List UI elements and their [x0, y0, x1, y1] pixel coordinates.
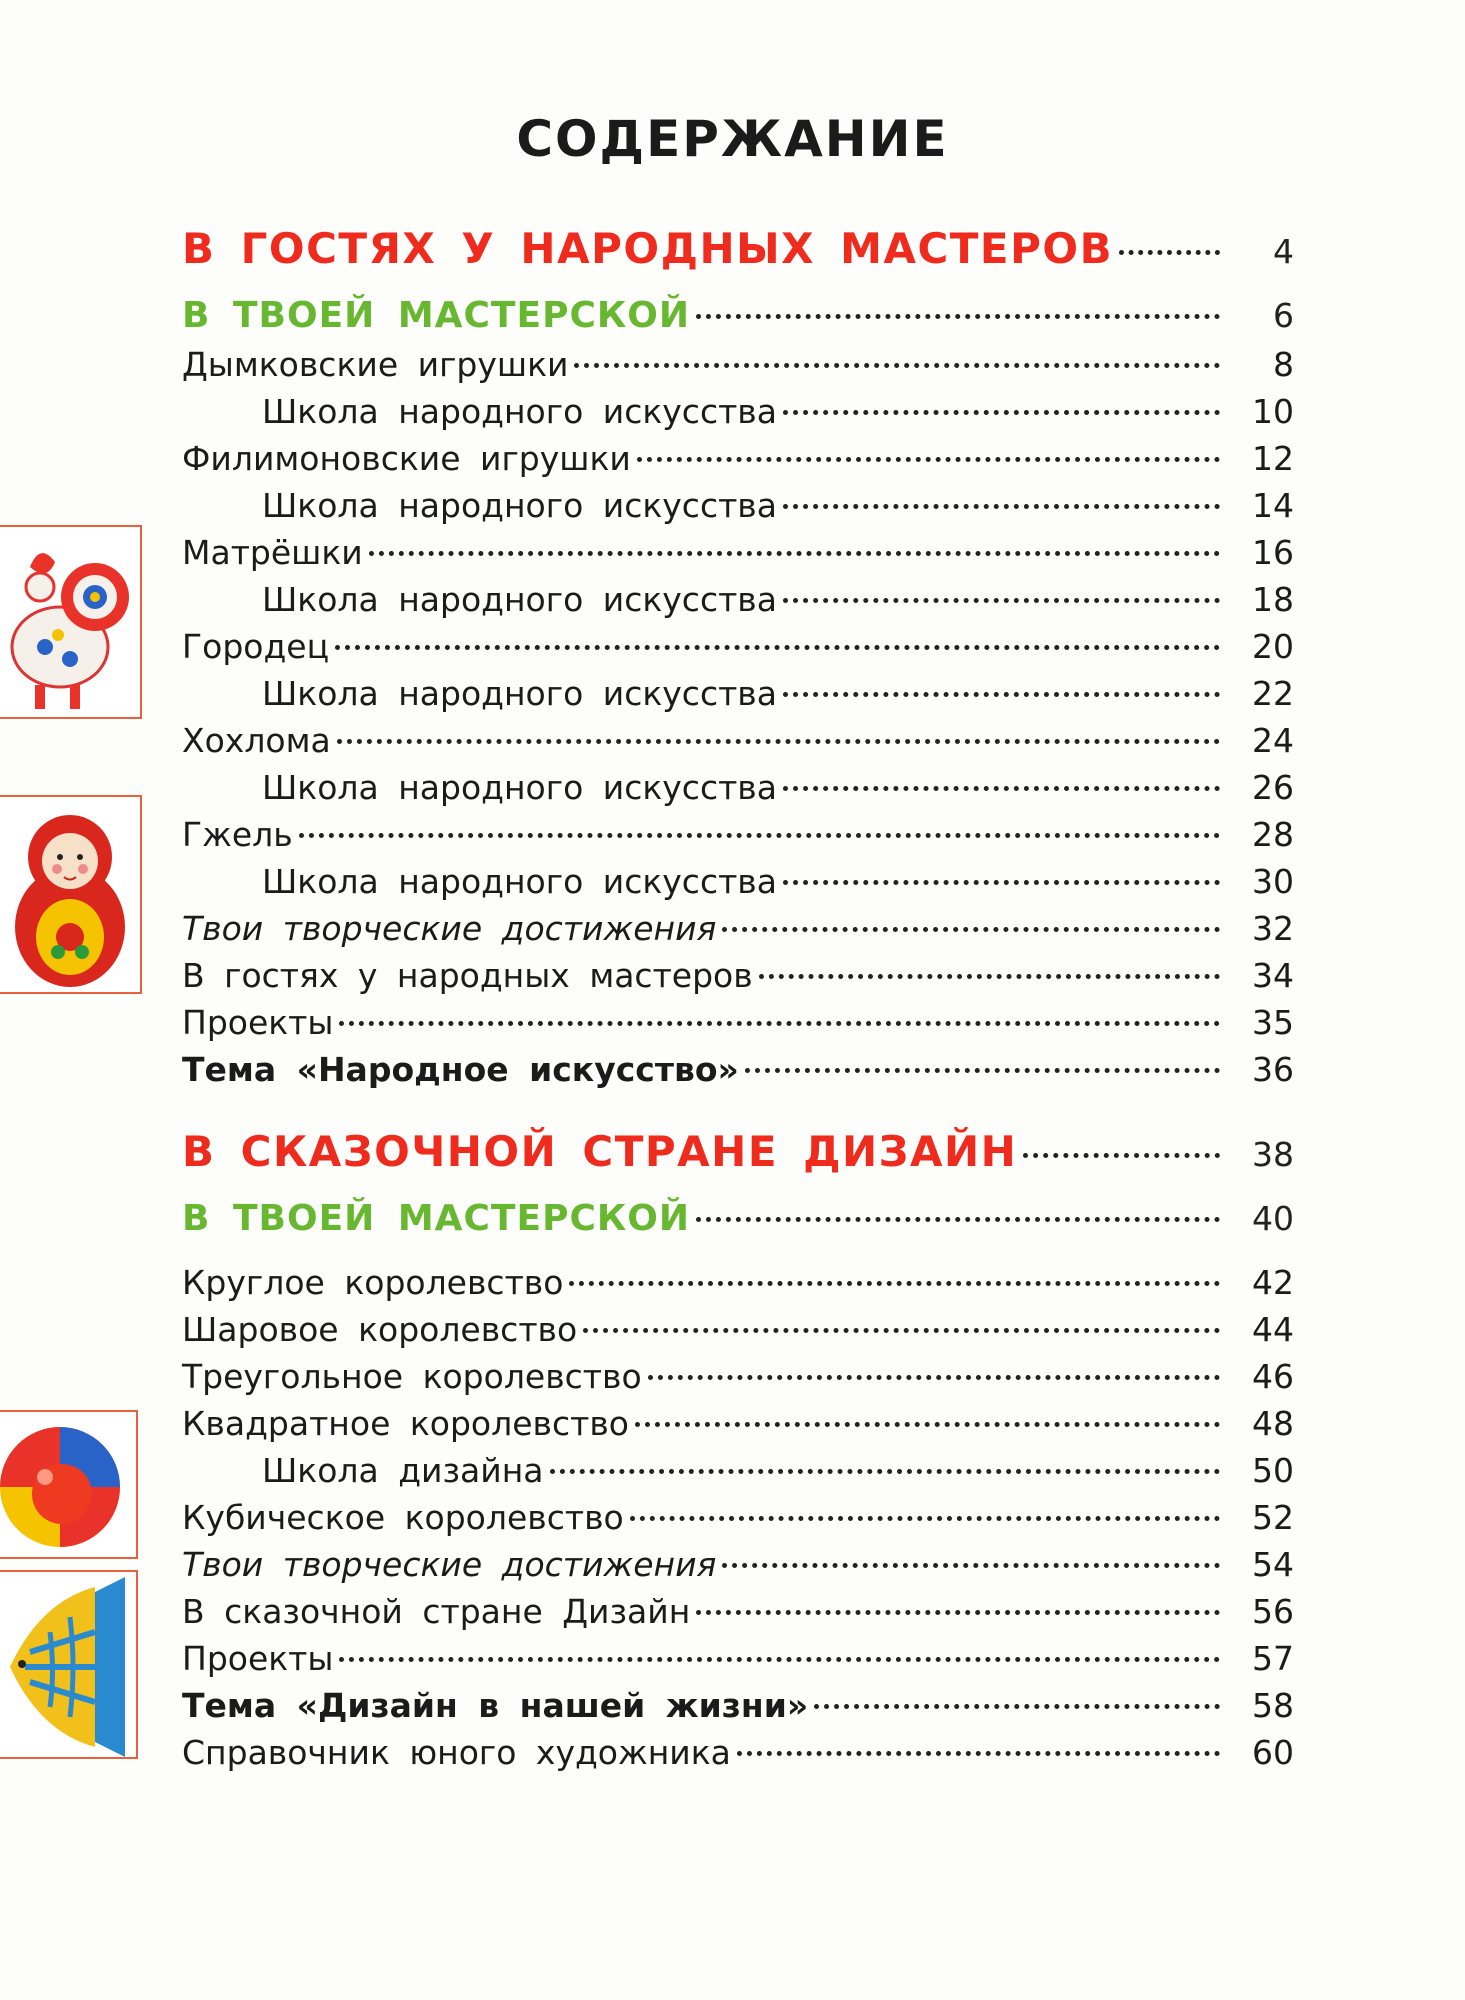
- toc-entry[interactable]: [262, 487, 1294, 525]
- toc-entry[interactable]: [182, 957, 1294, 995]
- toc-entry[interactable]: [182, 1734, 1294, 1772]
- dot-leader: [337, 739, 1220, 744]
- toc-page: 46: [1252, 1357, 1294, 1396]
- toc-page: 16: [1252, 533, 1294, 572]
- toc-page: 52: [1252, 1498, 1294, 1537]
- dot-leader: [783, 410, 1220, 415]
- dot-leader: [339, 1657, 1220, 1662]
- dot-leader: [722, 927, 1220, 932]
- toc-label: В гостях у народных мастеров: [182, 956, 753, 995]
- toc-page: 38: [1252, 1135, 1294, 1174]
- toc-page: 36: [1252, 1050, 1294, 1089]
- toc-page: 14: [1252, 486, 1294, 525]
- toc-entry[interactable]: [182, 816, 1294, 854]
- ball-thumbnail: [0, 1410, 138, 1559]
- dot-leader: [759, 974, 1220, 979]
- toc-label: Дымковские игрушки: [182, 345, 569, 384]
- toc-label: Круглое королевство: [182, 1263, 564, 1302]
- dot-leader: [339, 1021, 1220, 1026]
- toc-label: Филимоновские игрушки: [182, 439, 631, 478]
- toc-label: Хохлома: [182, 721, 331, 760]
- toc-label: В ГОСТЯХ У НАРОДНЫХ МАСТЕРОВ: [182, 224, 1114, 273]
- dot-leader: [783, 692, 1220, 697]
- toc-entry[interactable]: [182, 1051, 1294, 1089]
- dot-leader: [550, 1469, 1221, 1474]
- dot-leader: [637, 457, 1220, 462]
- toc-entry[interactable]: [182, 1311, 1294, 1349]
- toc-subsection-2[interactable]: [182, 1198, 1294, 1239]
- dot-leader: [783, 786, 1220, 791]
- toc-page: 12: [1252, 439, 1294, 478]
- toc-label: Школа народного искусства: [262, 392, 777, 431]
- toc-label: Шаровое королевство: [182, 1310, 578, 1349]
- toc-entry[interactable]: [182, 346, 1294, 384]
- toc-entry[interactable]: [182, 910, 1294, 948]
- toc-label: Школа народного искусства: [262, 580, 777, 619]
- toc-label: В ТВОЕЙ МАСТЕРСКОЙ: [182, 295, 691, 336]
- dot-leader: [696, 314, 1220, 319]
- toc-page: 58: [1252, 1686, 1294, 1725]
- toc-label: В СКАЗОЧНОЙ СТРАНЕ ДИЗАЙН: [182, 1127, 1018, 1176]
- toc-label: Школа народного искусства: [262, 862, 777, 901]
- dot-leader: [814, 1704, 1220, 1709]
- toc-label: Городец: [182, 627, 330, 666]
- toc-page: 6: [1273, 296, 1294, 335]
- dot-leader: [583, 1328, 1220, 1333]
- toc-page: 48: [1252, 1404, 1294, 1443]
- toc-entry[interactable]: [182, 440, 1294, 478]
- dot-leader: [635, 1422, 1220, 1427]
- toc-entry[interactable]: [262, 1452, 1294, 1490]
- toc-entry[interactable]: [182, 1546, 1294, 1584]
- ball-icon: [0, 1412, 136, 1557]
- toc-page: 32: [1252, 909, 1294, 948]
- toc-label: Тема «Народное искусство»: [182, 1050, 739, 1089]
- toc-entry[interactable]: [182, 1405, 1294, 1443]
- dot-leader: [696, 1217, 1220, 1222]
- toc-page: 22: [1252, 674, 1294, 713]
- dot-leader: [630, 1516, 1220, 1521]
- toc-label: Гжель: [182, 815, 293, 854]
- toc-label: В сказочной стране Дизайн: [182, 1592, 691, 1631]
- toc-label: Школа народного искусства: [262, 768, 777, 807]
- dymkovo-toy-thumbnail: [0, 525, 142, 719]
- toc-label: Тема «Дизайн в нашей жизни»: [182, 1686, 809, 1725]
- toc-label: Треугольное королевство: [182, 1357, 642, 1396]
- toc-entry[interactable]: [182, 628, 1294, 666]
- dot-leader: [335, 645, 1220, 650]
- toc-label: Школа дизайна: [262, 1451, 544, 1490]
- toc-section-1[interactable]: [182, 225, 1294, 273]
- toc-page: 57: [1252, 1639, 1294, 1678]
- dot-leader: [1119, 250, 1220, 255]
- toc-page: 26: [1252, 768, 1294, 807]
- toc-page: 50: [1252, 1451, 1294, 1490]
- matryoshka-thumbnail: [0, 795, 142, 994]
- toc-entry[interactable]: [182, 1264, 1294, 1302]
- dot-leader: [299, 833, 1220, 838]
- dot-leader: [737, 1751, 1220, 1756]
- toc-label: Школа народного искусства: [262, 674, 777, 713]
- rooster-toy-icon: [0, 527, 140, 717]
- dot-leader: [574, 363, 1220, 368]
- toc-entry[interactable]: [262, 675, 1294, 713]
- toc-entry[interactable]: [182, 1499, 1294, 1537]
- toc-page: 44: [1252, 1310, 1294, 1349]
- toc-label: Школа народного искусства: [262, 486, 777, 525]
- matryoshka-icon: [0, 797, 140, 992]
- dot-leader: [1023, 1153, 1220, 1158]
- fish-icon: [0, 1572, 136, 1757]
- toc-entry[interactable]: [262, 863, 1294, 901]
- toc-entry[interactable]: [262, 769, 1294, 807]
- dot-leader: [783, 504, 1220, 509]
- toc-page: 56: [1252, 1592, 1294, 1631]
- toc-entry[interactable]: [182, 534, 1294, 572]
- toc-page: 60: [1252, 1733, 1294, 1772]
- toc-label: Матрёшки: [182, 533, 363, 572]
- fish-thumbnail: [0, 1570, 138, 1759]
- toc-entry[interactable]: [182, 1640, 1294, 1678]
- dot-leader: [745, 1068, 1220, 1073]
- toc-page: 40: [1252, 1199, 1294, 1238]
- toc-page: 20: [1252, 627, 1294, 666]
- toc-page: 18: [1252, 580, 1294, 619]
- dot-leader: [648, 1375, 1220, 1380]
- toc-page: 4: [1273, 232, 1294, 271]
- toc-label: Проекты: [182, 1639, 334, 1678]
- dot-leader: [696, 1610, 1220, 1615]
- toc-label: Твои творческие достижения: [182, 909, 717, 948]
- dot-leader: [783, 598, 1220, 603]
- toc-page: 10: [1252, 392, 1294, 431]
- toc-entry[interactable]: [182, 1358, 1294, 1396]
- toc-entry[interactable]: [182, 722, 1294, 760]
- toc-page: 35: [1252, 1003, 1294, 1042]
- toc-entry[interactable]: [262, 393, 1294, 431]
- toc-entry[interactable]: [182, 1004, 1294, 1042]
- toc-subsection-1[interactable]: [182, 295, 1294, 336]
- toc-label: Справочник юного художника: [182, 1733, 731, 1772]
- toc-label: Квадратное королевство: [182, 1404, 629, 1443]
- toc-entry[interactable]: [182, 1687, 1294, 1725]
- toc-entry[interactable]: [262, 581, 1294, 619]
- toc-page: 30: [1252, 862, 1294, 901]
- toc-page: 8: [1273, 345, 1294, 384]
- toc-label: Твои творческие достижения: [182, 1545, 717, 1584]
- toc-page: 34: [1252, 956, 1294, 995]
- toc-entry[interactable]: [182, 1593, 1294, 1631]
- toc-label: Кубическое королевство: [182, 1498, 624, 1537]
- dot-leader: [369, 551, 1220, 556]
- toc-page: 28: [1252, 815, 1294, 854]
- toc-label: В ТВОЕЙ МАСТЕРСКОЙ: [182, 1198, 691, 1239]
- dot-leader: [569, 1281, 1220, 1286]
- dot-leader: [722, 1563, 1220, 1568]
- toc-page: 24: [1252, 721, 1294, 760]
- toc-section-2[interactable]: [182, 1128, 1294, 1176]
- toc-label: Проекты: [182, 1003, 334, 1042]
- page-title: СОДЕРЖАНИЕ: [516, 110, 949, 168]
- toc-page: 54: [1252, 1545, 1294, 1584]
- dot-leader: [783, 880, 1220, 885]
- toc-page: 42: [1252, 1263, 1294, 1302]
